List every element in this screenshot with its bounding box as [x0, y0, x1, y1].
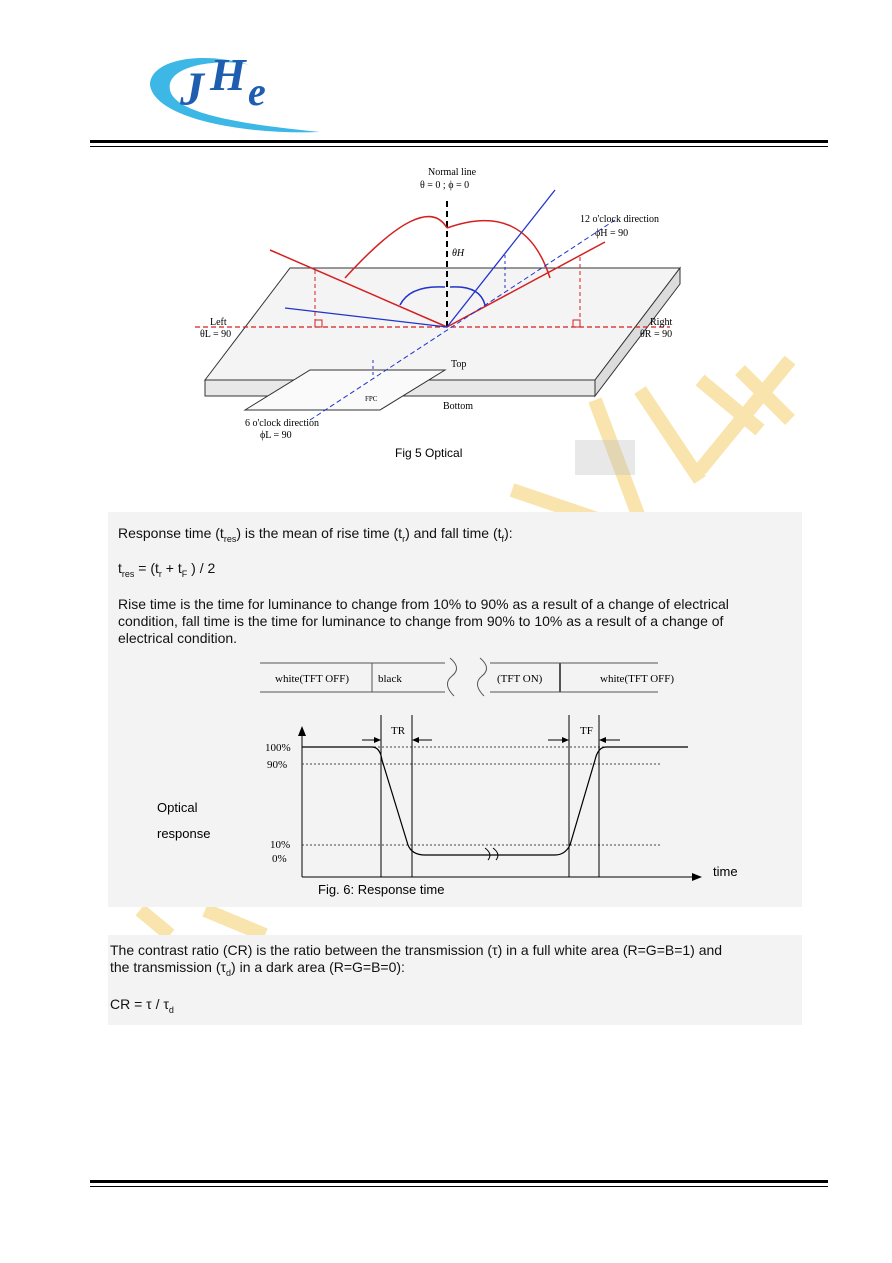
contrast-ratio-definition: [110, 942, 800, 982]
twelve-oclock-label: 12 o'clock direction: [580, 214, 659, 225]
state-white-off-1: white(TFT OFF): [275, 673, 350, 685]
state-white-off-2: white(TFT OFF): [600, 673, 675, 685]
time-axis-label: time: [713, 864, 738, 879]
response-text-a: Response time (t: [118, 525, 224, 541]
contrast-line2-a: the transmission (τ: [110, 959, 227, 975]
bottom-label: Bottom: [443, 401, 474, 412]
svg-text:H: H: [210, 49, 246, 100]
level-10: 10%: [270, 839, 291, 851]
formula-text-b: = (t: [134, 560, 159, 576]
contrast-line-1: The contrast ratio (CR) is the ratio between the transmission (τ) in a full white area (R=G=B=1) and: [110, 942, 723, 958]
formula-sub-r: r: [158, 568, 162, 579]
header-rule: [90, 140, 828, 143]
contrast-formula-a: CR = τ / τ: [110, 996, 169, 1012]
optical-geometry-figure: [195, 160, 695, 460]
response-text-d: ):: [504, 525, 513, 541]
normal-line-label: Normal line: [428, 167, 477, 178]
svg-text:J: J: [180, 63, 204, 116]
contrast-ratio-formula: [110, 996, 174, 1019]
formula-t: t: [118, 560, 122, 576]
response-sub-f: f: [501, 533, 505, 544]
right-label: Right: [650, 317, 673, 328]
left-label: Left: [210, 317, 227, 328]
response-time-formula: [118, 560, 215, 583]
company-logo: [140, 40, 340, 140]
figure6-caption: Fig. 6: Response time: [318, 882, 445, 897]
formula-text-c: + t: [161, 560, 182, 576]
response-time-figure: [150, 650, 770, 900]
svg-text:e: e: [248, 69, 266, 114]
level-100: 100%: [265, 742, 291, 754]
state-tft-on: (TFT ON): [497, 673, 543, 685]
contrast-line2-b: ) in a dark area (R=G=B=0):: [231, 959, 405, 975]
optical-label: Optical: [157, 800, 198, 815]
response-sub-res: res: [223, 533, 237, 544]
six-oclock-label: 6 o'clock direction: [245, 418, 319, 429]
response-text-c: ) and fall time (t: [405, 525, 502, 541]
contrast-formula-sub: d: [168, 1004, 174, 1015]
state-black: black: [378, 673, 402, 685]
theta-l-label: θL = 90: [200, 329, 232, 340]
level-90: 90%: [267, 759, 288, 771]
tr-label: TR: [391, 725, 406, 737]
tf-label: TF: [580, 725, 593, 737]
theta-h-label: θH: [452, 248, 465, 259]
figure5-caption: Fig 5 Optical: [395, 446, 463, 460]
top-label: Top: [451, 359, 467, 370]
paragraph-line-2: condition, fall time is the time for luminance to change from 90% to 10% as a result of a change of: [118, 613, 724, 629]
footer-rule-thin: [90, 1186, 828, 1187]
fpc-label: FPC: [365, 395, 378, 403]
rise-fall-paragraph: [118, 596, 808, 647]
contrast-line2-sub: d: [226, 967, 232, 978]
paragraph-line-3: electrical condition.: [118, 630, 238, 646]
response-text-b: ) is the mean of rise time (t: [236, 525, 403, 541]
phi-h-label: ϕH = 90: [595, 228, 629, 239]
response-sub-r: r: [402, 533, 406, 544]
footer-rule: [90, 1180, 828, 1183]
formula-text-d: ) / 2: [187, 560, 216, 576]
contrast-line-2: [110, 959, 800, 982]
theta-phi-zero-label: θ = 0 ; ϕ = 0: [420, 180, 470, 191]
formula-sub-f: F: [181, 568, 188, 579]
response-time-definition: [118, 525, 798, 548]
header-rule-thin: [90, 146, 828, 147]
theta-r-label: θR = 90: [640, 329, 673, 340]
phi-l-label: ϕL = 90: [260, 430, 292, 441]
paragraph-line-1: Rise time is the time for luminance to change from 10% to 90% as a result of a change of electrical: [118, 596, 729, 612]
formula-sub-res: res: [121, 568, 135, 579]
response-label: response: [157, 826, 211, 841]
level-0: 0%: [272, 853, 287, 865]
